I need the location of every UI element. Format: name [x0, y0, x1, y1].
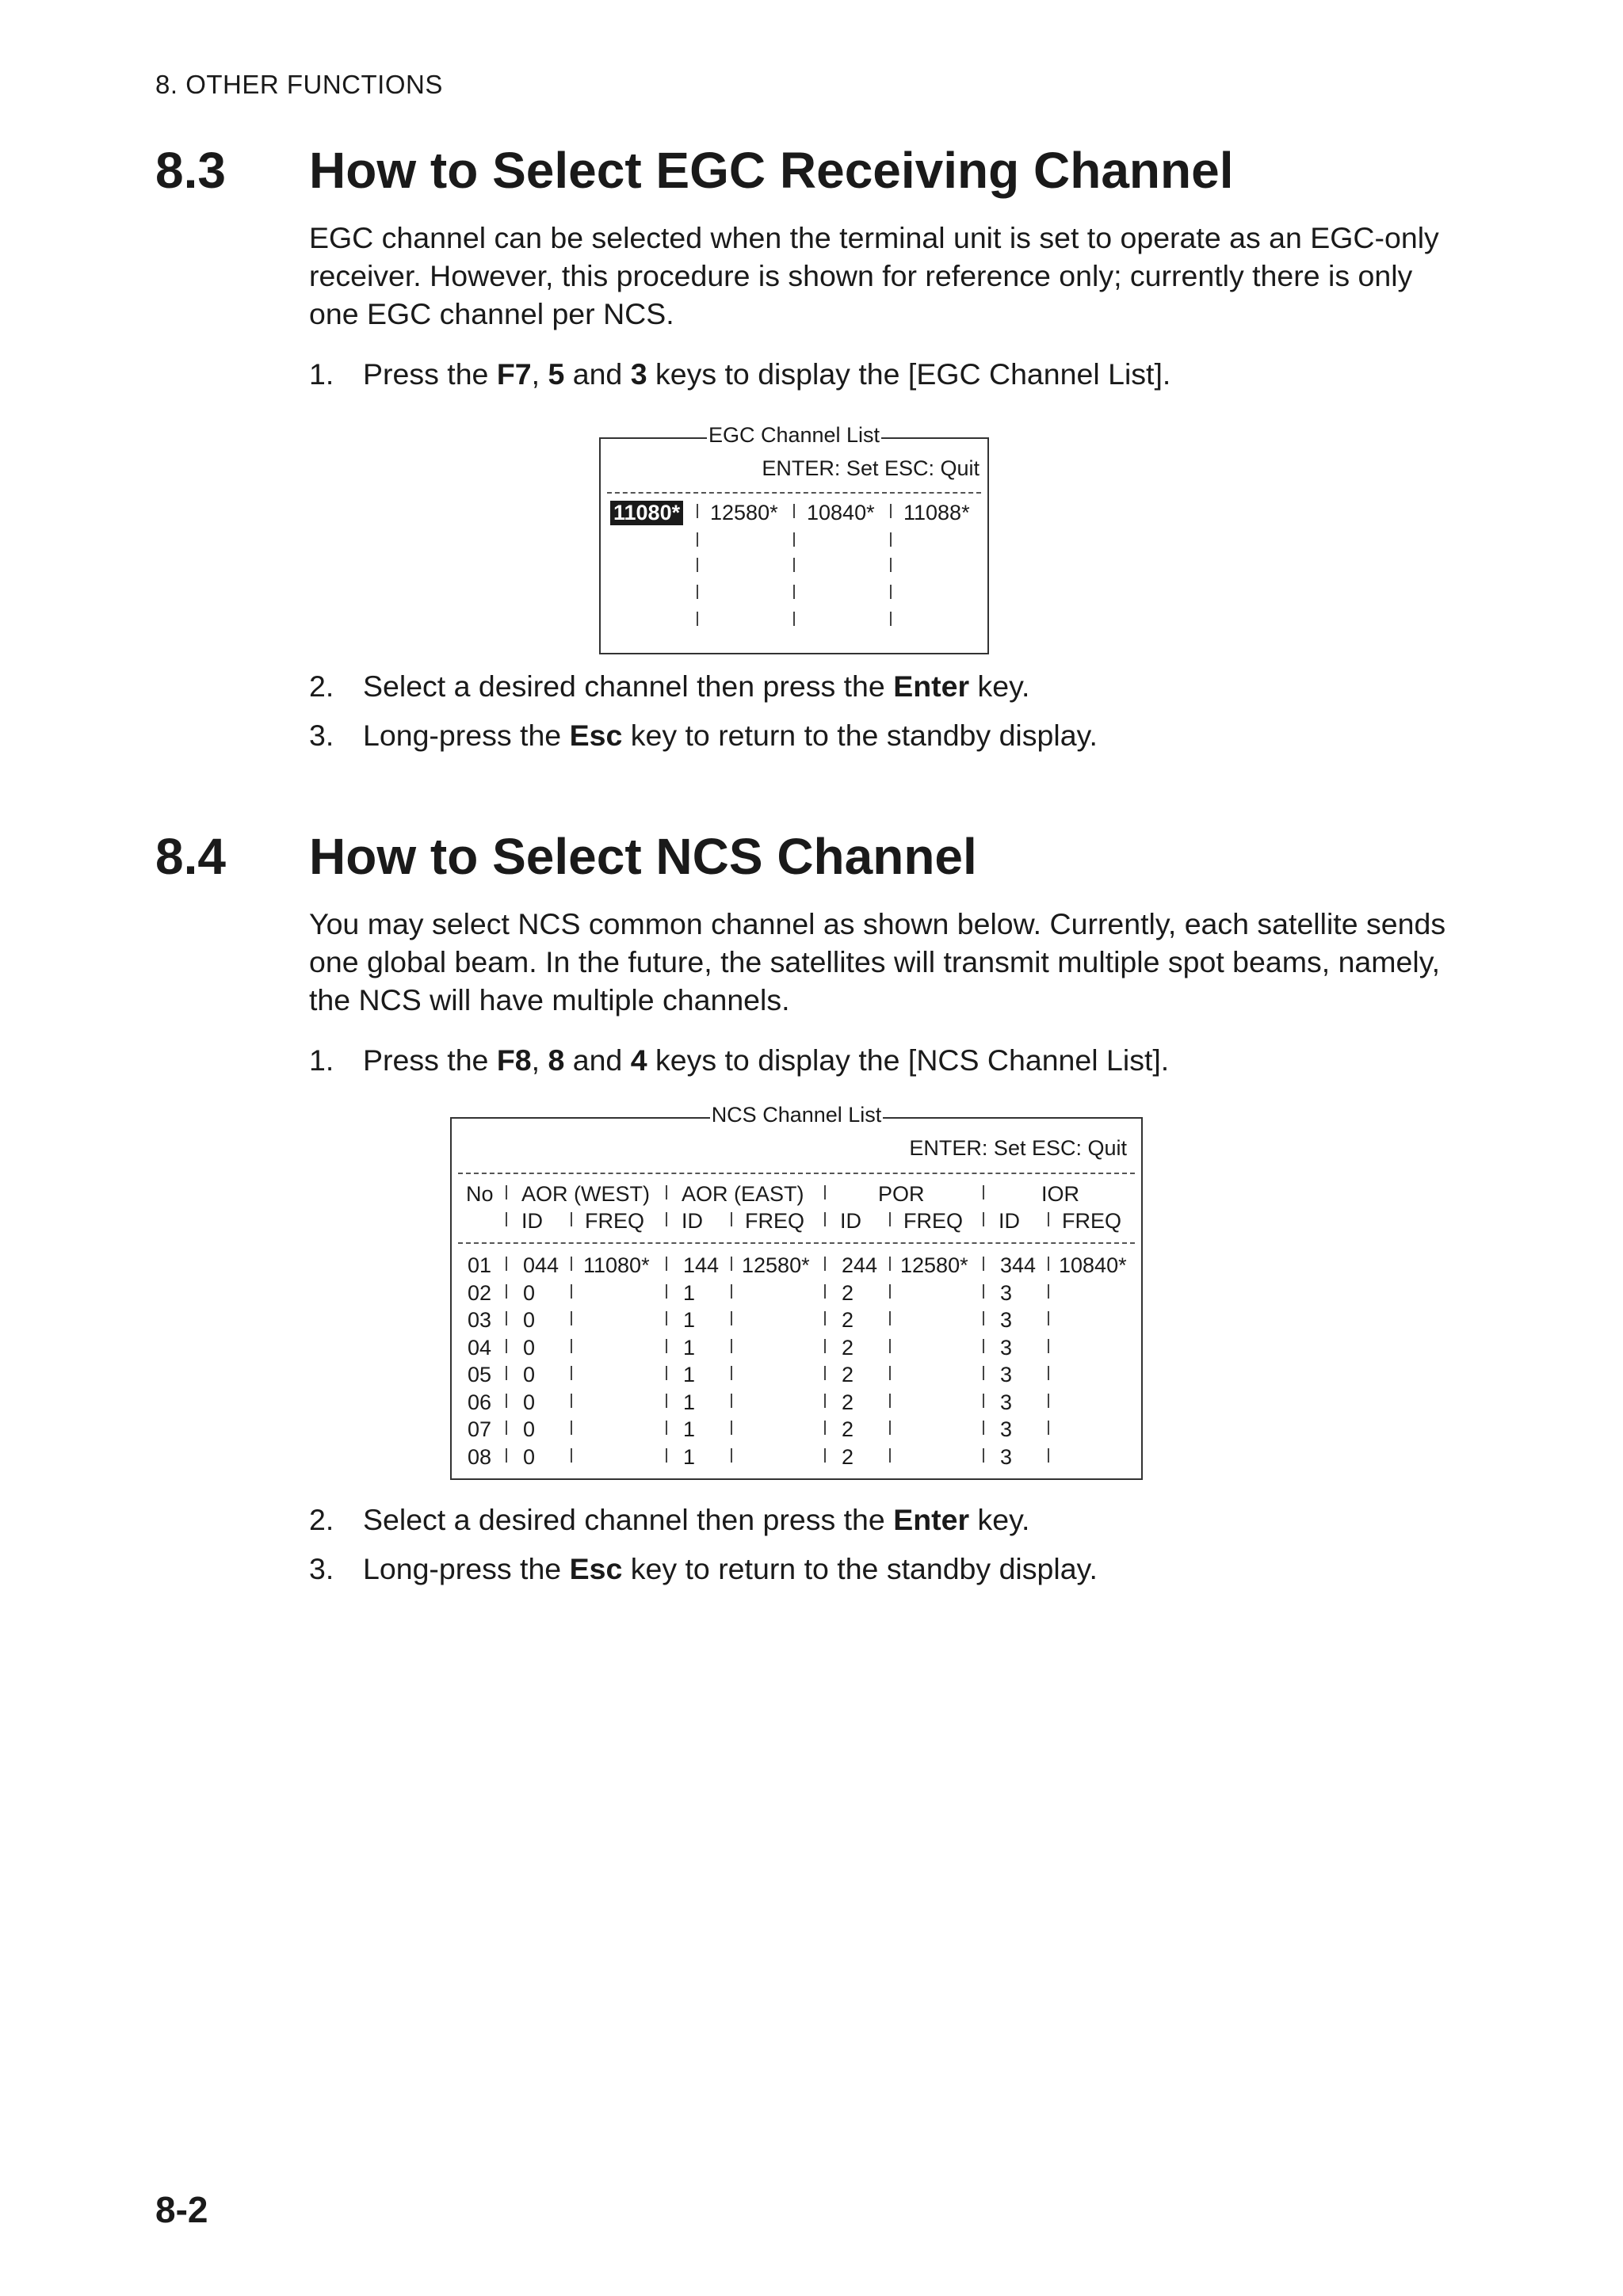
ncs-screen-title: NCS Channel List	[711, 1103, 882, 1127]
section-title: How to Select EGC Receiving Channel	[309, 142, 1234, 199]
id-header: ID	[999, 1209, 1020, 1233]
row-number: 02	[468, 1280, 492, 1305]
group-header-ior: IOR	[1041, 1182, 1080, 1206]
section-8-4-heading	[155, 827, 977, 886]
section-8-3-heading	[155, 141, 1233, 200]
row-number: 06	[468, 1390, 492, 1414]
channel-id: 344	[1000, 1253, 1037, 1277]
channel-id: 2	[842, 1280, 854, 1305]
freq-header: FREQ	[585, 1209, 645, 1233]
egc-step-2: 2. Select a desired channel then press the Enter key.	[309, 669, 1030, 703]
channel-id: 1	[683, 1335, 696, 1360]
id-header: ID	[521, 1209, 543, 1233]
channel-id: 3	[1000, 1417, 1013, 1441]
row-number: 01	[468, 1253, 492, 1277]
row-number: 05	[468, 1363, 492, 1386]
channel-id: 0	[523, 1280, 536, 1305]
channel-id: 1	[683, 1280, 696, 1305]
ncs-divider-top	[458, 1173, 1135, 1174]
channel-id: 1	[683, 1363, 696, 1386]
channel-freq: 12580*	[900, 1253, 968, 1277]
row-number: 04	[468, 1335, 492, 1360]
channel-id: 0	[523, 1444, 536, 1469]
section-title: How to Select NCS Channel	[309, 828, 977, 885]
channel-id: 0	[523, 1363, 536, 1386]
ncs-key-hints: ENTER: Set ESC: Quit	[909, 1136, 1127, 1160]
channel-id: 144	[683, 1253, 720, 1277]
channel-freq: 11080*	[583, 1253, 650, 1277]
no-header: No	[466, 1182, 494, 1206]
channel-id: 3	[1000, 1308, 1013, 1332]
egc-channel-2[interactable]: 12580*	[710, 501, 778, 524]
ncs-step-2: 2. Select a desired channel then press the Enter key.	[309, 1503, 1030, 1536]
channel-id: 2	[842, 1390, 854, 1414]
egc-channel-selected[interactable]: 11080*	[610, 501, 683, 525]
channel-id: 0	[523, 1308, 536, 1332]
egc-step-3: 3. Long-press the Esc key to return to the standby display.	[309, 719, 1098, 752]
page-number: 8-2	[155, 2189, 208, 2230]
channel-id: 3	[1000, 1390, 1013, 1414]
channel-id: 244	[842, 1253, 878, 1277]
channel-id: 044	[523, 1253, 559, 1277]
egc-channel-list-screen	[599, 423, 989, 654]
section-8-4-paragraph: You may select NCS common channel as shown below. Currently, each satellite sends one global beam. In the future, the satellites will transmit multiple spot beams, namely, the NCS will have multiple channels.	[309, 907, 1446, 1016]
ncs-step-3: 3. Long-press the Esc key to return to the standby display.	[309, 1552, 1098, 1585]
egc-channel-4[interactable]: 11088*	[903, 501, 970, 524]
channel-id: 1	[683, 1308, 696, 1332]
channel-id: 2	[842, 1335, 854, 1360]
running-header: 8. OTHER FUNCTIONS	[155, 70, 443, 99]
section-8-3-paragraph: EGC channel can be selected when the terminal unit is set to operate as an EGC-only receiver. However, this procedure is shown for reference only; currently there is only one EGC channel per NCS.	[309, 221, 1439, 330]
channel-id: 2	[842, 1363, 854, 1386]
row-number: 07	[468, 1417, 492, 1441]
channel-id: 3	[1000, 1335, 1013, 1360]
id-header: ID	[682, 1209, 703, 1233]
id-header: ID	[840, 1209, 861, 1233]
ncs-step-1: 1. Press the F8, 8 and 4 keys to display the [NCS Channel List].	[309, 1043, 1170, 1077]
channel-id: 1	[683, 1444, 696, 1469]
egc-divider	[607, 492, 981, 494]
channel-id: 1	[683, 1390, 696, 1414]
section-number: 8.3	[155, 142, 226, 199]
section-number: 8.4	[155, 828, 226, 885]
group-header-aor-west: AOR (WEST)	[521, 1182, 650, 1206]
channel-id: 0	[523, 1417, 536, 1441]
freq-header: FREQ	[903, 1209, 964, 1233]
ncs-channel-list-screen	[450, 1103, 1143, 1480]
egc-step-1: 1. Press the F7, 5 and 3 keys to display the [EGC Channel List].	[309, 357, 1171, 391]
freq-header: FREQ	[745, 1209, 805, 1233]
egc-key-hints: ENTER: Set ESC: Quit	[762, 456, 980, 480]
group-header-por: POR	[878, 1182, 925, 1206]
channel-id: 3	[1000, 1280, 1013, 1305]
channel-id: 3	[1000, 1444, 1013, 1469]
egc-screen-title: EGC Channel List	[708, 423, 880, 447]
channel-id: 3	[1000, 1363, 1013, 1386]
row-number: 08	[468, 1444, 492, 1469]
channel-id: 0	[523, 1390, 536, 1414]
channel-freq: 10840*	[1059, 1253, 1127, 1277]
group-header-aor-east: AOR (EAST)	[682, 1182, 804, 1206]
channel-id: 2	[842, 1308, 854, 1332]
channel-freq: 12580*	[742, 1253, 810, 1277]
egc-channel-3[interactable]: 10840*	[807, 501, 875, 524]
freq-header: FREQ	[1062, 1209, 1122, 1233]
channel-id: 1	[683, 1417, 696, 1441]
channel-id: 2	[842, 1417, 854, 1441]
channel-id: 0	[523, 1335, 536, 1360]
channel-id: 2	[842, 1444, 854, 1469]
ncs-divider-header	[458, 1242, 1135, 1244]
row-number: 03	[468, 1308, 492, 1332]
